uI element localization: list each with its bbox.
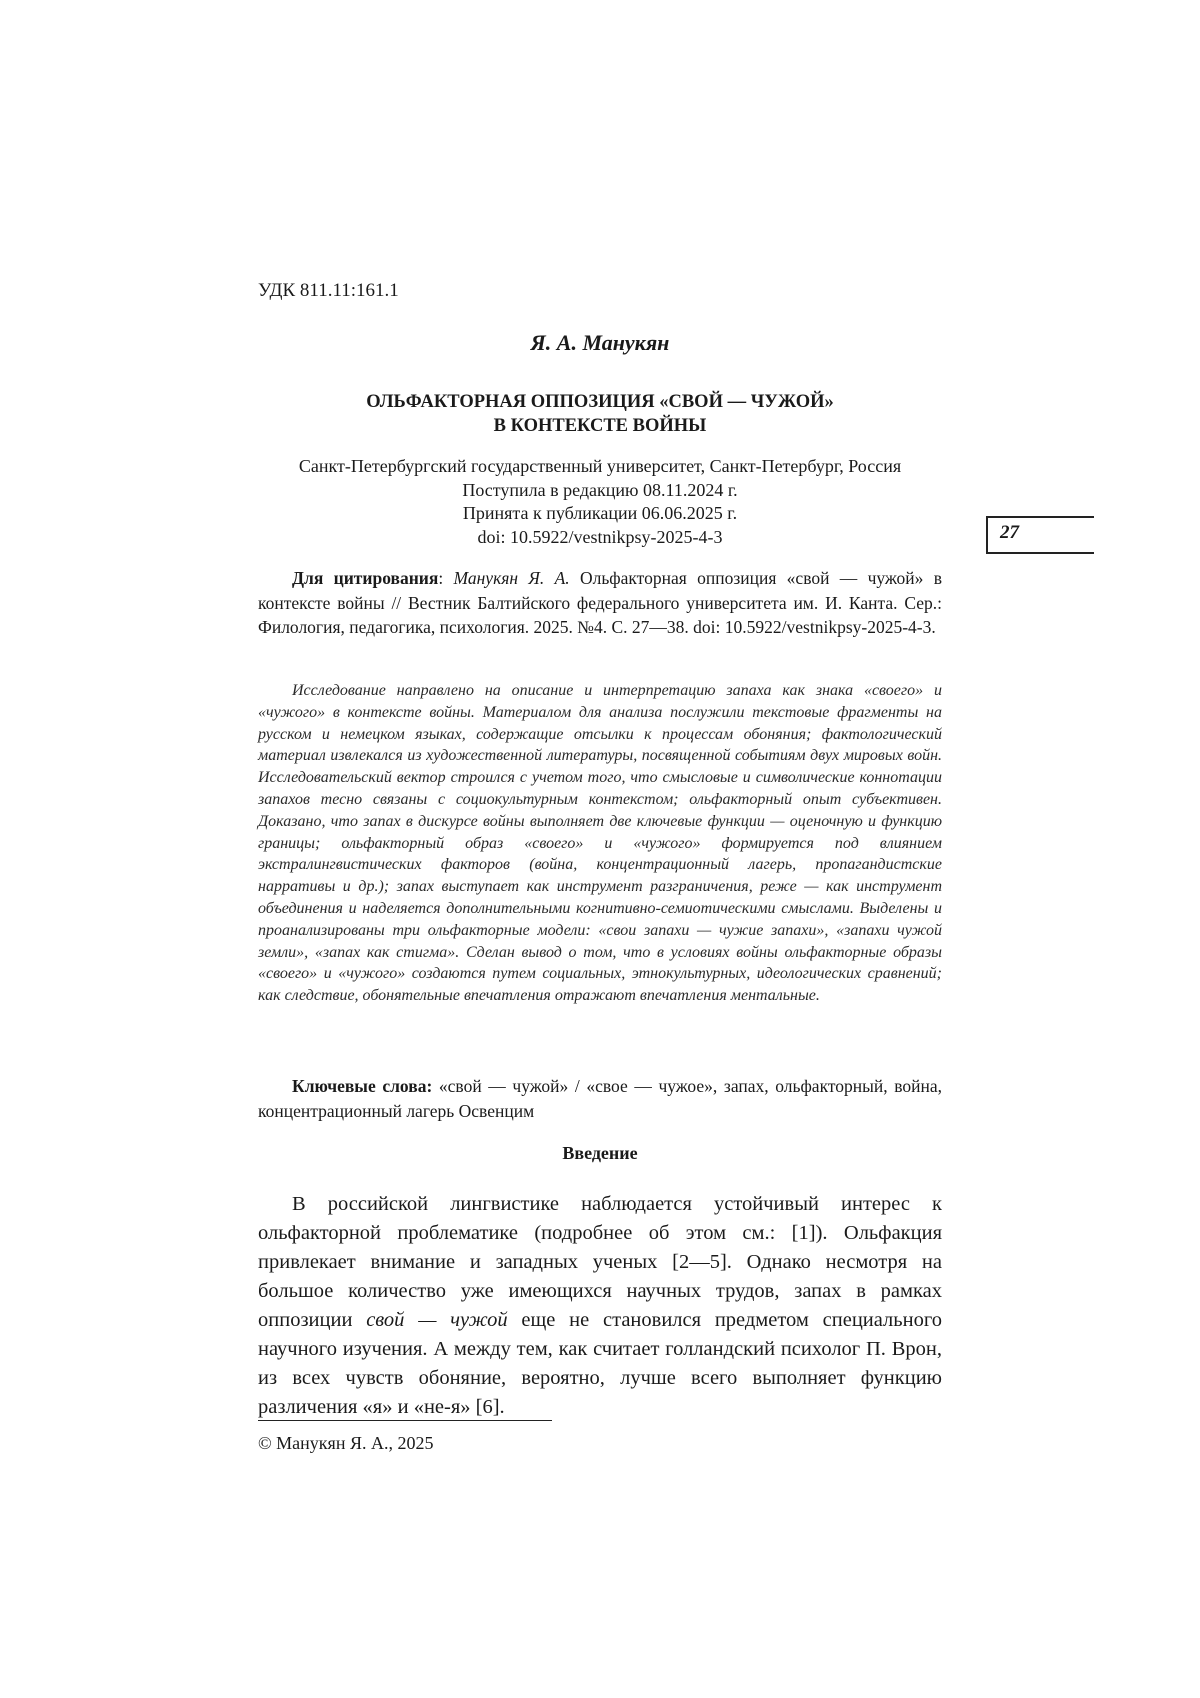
footnote-rule [258,1420,552,1421]
section-title: Введение [562,1143,638,1163]
keywords-block [258,1074,942,1124]
citation-author: Манукян Я. А. [453,568,570,588]
abstract: Исследование направлено на описание и интерпретацию запаха как знака «своего» и «чужого» в контексте войны. Материалом для анализа послужили текстовые фрагменты на русском и немецком языках, содержащие отсылки к процессам обоняния; фактологический материал извлекался из художественной литературы, посвященной событиям двух мировых войн. Исследовательский вектор строился с учетом того, что смысловые и символические коннотации запахов тесно связаны с социокультурным контекстом; ольфакторный опыт субъективен. Доказано, что запах в дискурсе войны выполняет две ключевые функции — оценочную и функцию границы; ольфакторный образ «своего» и «чужого» формируется под влиянием экстралингвистических факторов (война, концентрационный лагерь, пропагандистские нарративы и др.); запах выступает как инструмент разграничения, реже — как инструмент объединения и наделяется дополнительными когнитивно-семиотическими смыслами. Выделены и проанализированы три ольфакторные модели: «свои запахи — чужие запахи», «запахи чужой земли», «запах как стигма». Сделан вывод о том, что в условиях войны ольфакторные образы «своего» и «чужого» создаются путем социальных, этнокультурных, идеологических сравнений; как следствие, обонятельные впечатления отражают впечатления ментальные. [258,682,942,1005]
intro-part-2: еще не становился предметом специального научного изучения. А между тем, как считает голландский психолог П. Врон, из всех чувств обоняние, вероятно, лучше всего выполняет функцию различения «я» и «не-я» [6]. [258,1309,942,1418]
article-title [258,390,942,438]
copyright: © Манукян Я. А., 2025 [258,1433,434,1453]
citation-text: Ольфакторная оппозиция «свой — чужой» в контексте войны // Вестник Балтийского федерального университета им. И. Канта. Сер.: Филология, педагогика, психология. 2025. №4. С. 27—38. doi: 10.5922/vestnikpsy-2025-4-3. [258,568,942,637]
title-line-2: В КОНТЕКСТЕ ВОЙНЫ [493,416,707,436]
udk-code: УДК 811.11:161.1 [258,280,399,301]
article-meta [258,455,942,549]
intro-paragraph [258,1190,942,1422]
title-line-1: ОЛЬФАКТОРНАЯ ОППОЗИЦИЯ «СВОЙ — ЧУЖОЙ» [366,392,834,412]
accepted-date: Принята к публикации 06.06.2025 г. [462,503,738,523]
intro-part-1: В российской лингвистике наблюдается устойчивый интерес к ольфакторной проблематике (подробнее об этом см.: [1]). Ольфакция привлекает внимание и западных ученых [2—5]. Однако несмотря на большое количество уже имеющихся научных трудов, запах в рамках оппозиции [258,1193,942,1331]
intro-italic-term: свой — чужой [366,1309,508,1331]
doi[interactable]: doi: 10.5922/vestnikpsy-2025-4-3 [477,526,723,547]
keywords-label: Ключевые слова: [292,1076,433,1096]
author-name: Я. А. Манукян [530,330,670,355]
citation-label: Для цитирования [292,568,439,588]
citation-block: Для цитирования: Манукян Я. А. Ольфакторная оппозиция «свой — чужой» в контексте войны // Вестник Балтийского федерального университета им. И. Канта. Сер.: Филология, педагогика, психология. 2025. №4. С. 27—38. doi: 10.5922/vestnikpsy-2025-4-3. [258,568,942,637]
page-number: 27 [1000,522,1019,543]
affiliation: Санкт-Петербургский государственный университет, Санкт-Петербург, Россия [298,456,902,476]
received-date: Поступила в редакцию 08.11.2024 г. [462,479,738,500]
keywords-text: «свой — чужой» / «свое — чужое», запах, ольфакторный, война, концентрационный лагерь Освенцим [258,1076,942,1121]
